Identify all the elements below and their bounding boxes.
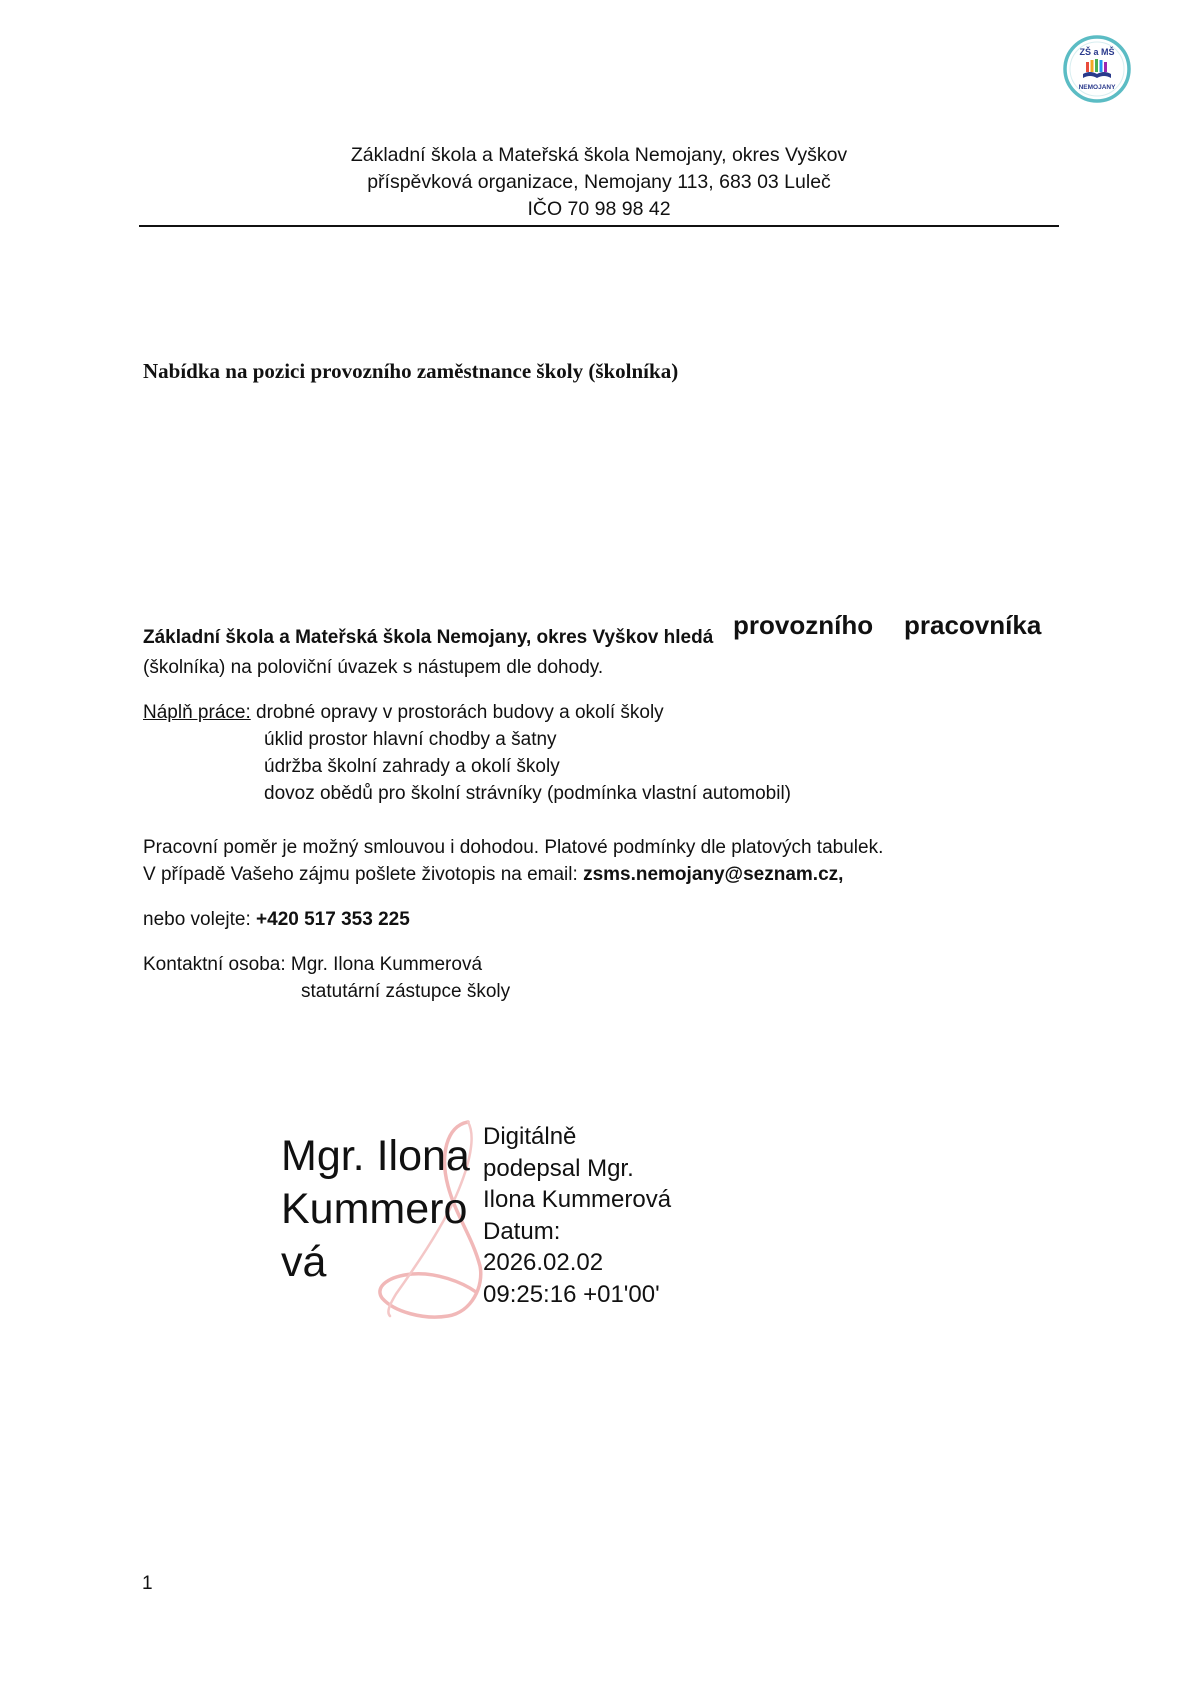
logo-text-bottom: NEMOJANY [1078, 84, 1116, 91]
signature-detail-line: Ilona Kummerová [483, 1186, 672, 1213]
intro-role-word-1: provozního [733, 610, 874, 640]
duty-item: drobné opravy v prostorách budovy a okolí školy [256, 702, 664, 723]
duty-item: úklid prostor hlavní chodby a šatny [264, 729, 557, 750]
contact-label: Kontaktní osoba: [143, 954, 291, 975]
letterhead-line-name: Základní škola a Mateřská škola Nemojany, okres Vyškov [350, 144, 848, 166]
duty-item: dovoz obědů pro školní strávníky (podmínka vlastní automobil) [264, 783, 791, 804]
conditions-line-1: Pracovní poměr je možný smlouvou i dohodou. Platové podmínky dle platových tabulek. [143, 837, 884, 858]
header-divider [139, 225, 1059, 227]
logo-text-top: ZŠ a MŠ [1079, 47, 1115, 57]
intro-lead: Základní škola a Mateřská škola Nemojany, okres Vyškov hledá [143, 627, 714, 648]
phone-number: +420 517 353 225 [256, 909, 410, 930]
conditions-email-lead: V případě Vašeho zájmu pošlete životopis na email: [143, 864, 584, 885]
contact-name: Mgr. Ilona Kummerová [290, 954, 483, 975]
duties-first-line [143, 699, 664, 726]
letterhead [140, 142, 1058, 223]
letterhead-line-ico: IČO 70 98 98 42 [527, 198, 671, 220]
offer-title: Nabídka na pozici provozního zaměstnance školy (školníka) [143, 359, 679, 383]
signature-detail-line: 2026.02.02 [483, 1249, 604, 1276]
phone-line [143, 906, 410, 933]
signature-details [483, 1121, 671, 1310]
page-number: 1 [142, 1573, 153, 1594]
intro-line-2: (školníka) na poloviční úvazek s nástupem dle dohody. [143, 657, 604, 678]
school-logo [1062, 34, 1132, 104]
letterhead-line-address: příspěvková organizace, Nemojany 113, 683 03 Luleč [367, 171, 831, 193]
signature-detail-line: Digitálně [483, 1123, 577, 1150]
signature-name-line: Mgr. Ilona [281, 1132, 470, 1180]
signature-detail-line: podepsal Mgr. [483, 1154, 634, 1182]
signature-name-line: vá [281, 1238, 327, 1286]
contact-role: statutární zástupce školy [301, 981, 511, 1002]
intro-role-word-2: pracovníka [904, 610, 1042, 640]
signature-detail-line: 09:25:16 +01'00' [483, 1280, 660, 1308]
conditions-line-2 [143, 861, 843, 888]
signature-name-line: Kummero [281, 1185, 468, 1233]
signature-name [281, 1130, 491, 1289]
contact-line [143, 951, 482, 978]
phone-lead: nebo volejte: [143, 909, 257, 930]
duty-item: údržba školní zahrady a okolí školy [264, 756, 560, 777]
signature-detail-line: Datum: [483, 1217, 561, 1245]
contact-email: zsms.nemojany@seznam.cz, [583, 864, 844, 885]
duties-label: Náplň práce: [143, 702, 251, 723]
